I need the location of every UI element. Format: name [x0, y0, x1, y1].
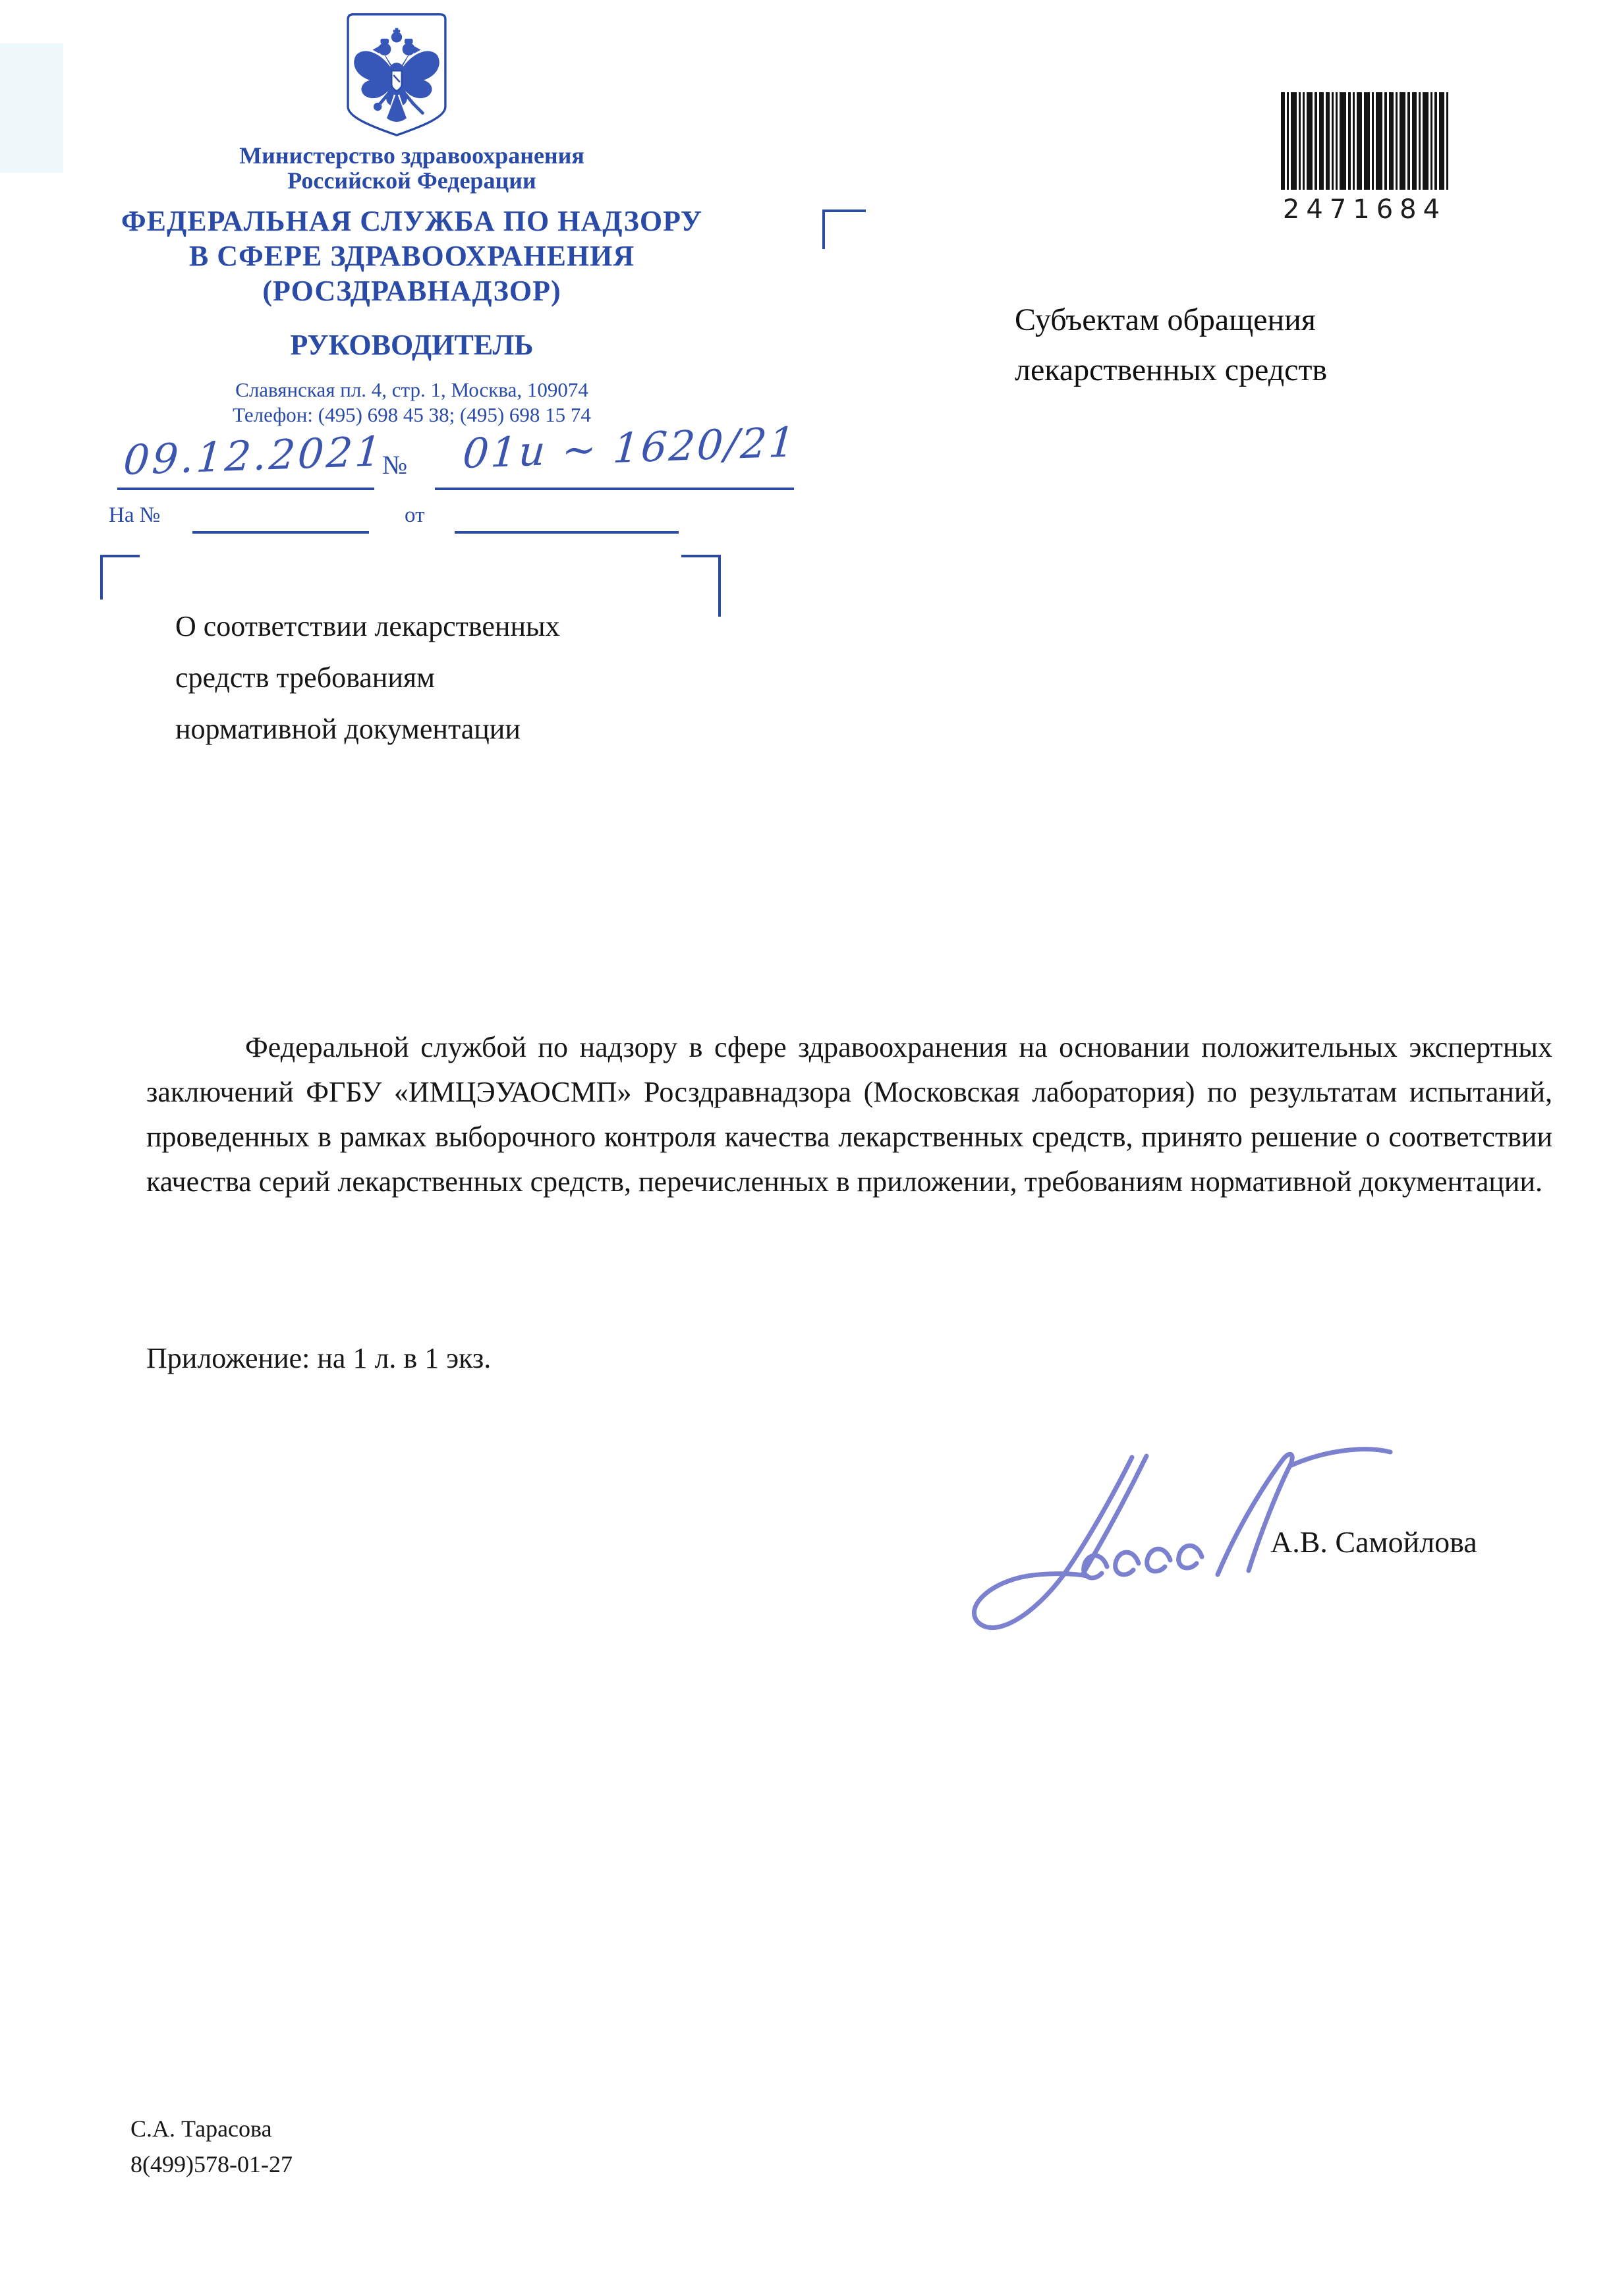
subject-line3: нормативной документации [175, 713, 521, 745]
handwritten-number: 01и ~ 1620/21 [461, 418, 799, 478]
executor-block [130, 2111, 293, 2182]
service-name-line1: ФЕДЕРАЛЬНАЯ СЛУЖБА ПО НАДЗОРУ [121, 205, 703, 237]
ministry-name-line1: Министерство здравоохранения [239, 142, 584, 169]
letterhead-phone: Телефон: (495) 698 45 38; (495) 698 15 74 [233, 403, 591, 426]
coat-of-arms-icon [343, 12, 451, 138]
date-underline [117, 461, 374, 490]
executor-name: С.А. Тарасова [130, 2115, 272, 2142]
recipient-block [1015, 295, 1476, 395]
signer-name: А.В. Самойлова [1270, 1525, 1477, 1559]
subject-line2: средств требованиям [175, 661, 435, 694]
post-title: РУКОВОДИТЕЛЬ [290, 329, 534, 361]
letterhead-address: Славянская пл. 4, стр. 1, Москва, 109074 [235, 378, 588, 401]
executor-phone: 8(499)578-01-27 [130, 2151, 293, 2177]
scan-artifact [0, 43, 63, 173]
service-name-line2: В СФЕРЕ ЗДРАВООХРАНЕНИЯ [188, 240, 635, 272]
reference-na-label: На № [109, 503, 161, 527]
handwritten-date: 09.12.2021 [122, 426, 385, 484]
barcode-number: 2471684 [1282, 194, 1447, 225]
ministry-name-line2: Российской Федерации [287, 167, 536, 194]
reference-date-underline [455, 505, 679, 534]
reference-ot-label: от [405, 503, 425, 527]
body-paragraph: Федеральной службой по надзору в сфере здравоохранения на основании положительных экспертных заключений ФГБУ «ИМЦЭУАОСМП» Росздравнадзора (Московская лаборатория) по результатам испытаний, проведенных в рамках выборочного контроля качества лекарственных средств, принято решение о соответствии качества серий лекарственных средств, перечисленных в приложении, требованиям нормативной документации. [146, 1031, 1552, 1198]
recipient-line1: Субъектам обращения [1015, 302, 1316, 337]
attachment-note: Приложение: на 1 л. в 1 экз. [146, 1342, 492, 1374]
recipient-line2: лекарственных средств [1015, 352, 1328, 387]
barcode-bars-icon [1280, 92, 1450, 190]
number-sign: № [382, 450, 408, 480]
subject-block [175, 601, 676, 755]
subject-line1: О соответствии лекарственных [175, 610, 560, 642]
number-underline [435, 461, 794, 490]
address-zone-corner-top [822, 210, 866, 249]
service-name-line3: (РОСЗДРАВНАДЗОР) [262, 275, 561, 307]
barcode [1280, 92, 1450, 225]
reference-number-underline [192, 505, 369, 534]
subject-zone-corner-right [681, 555, 721, 617]
subject-zone-corner-left [100, 555, 140, 600]
